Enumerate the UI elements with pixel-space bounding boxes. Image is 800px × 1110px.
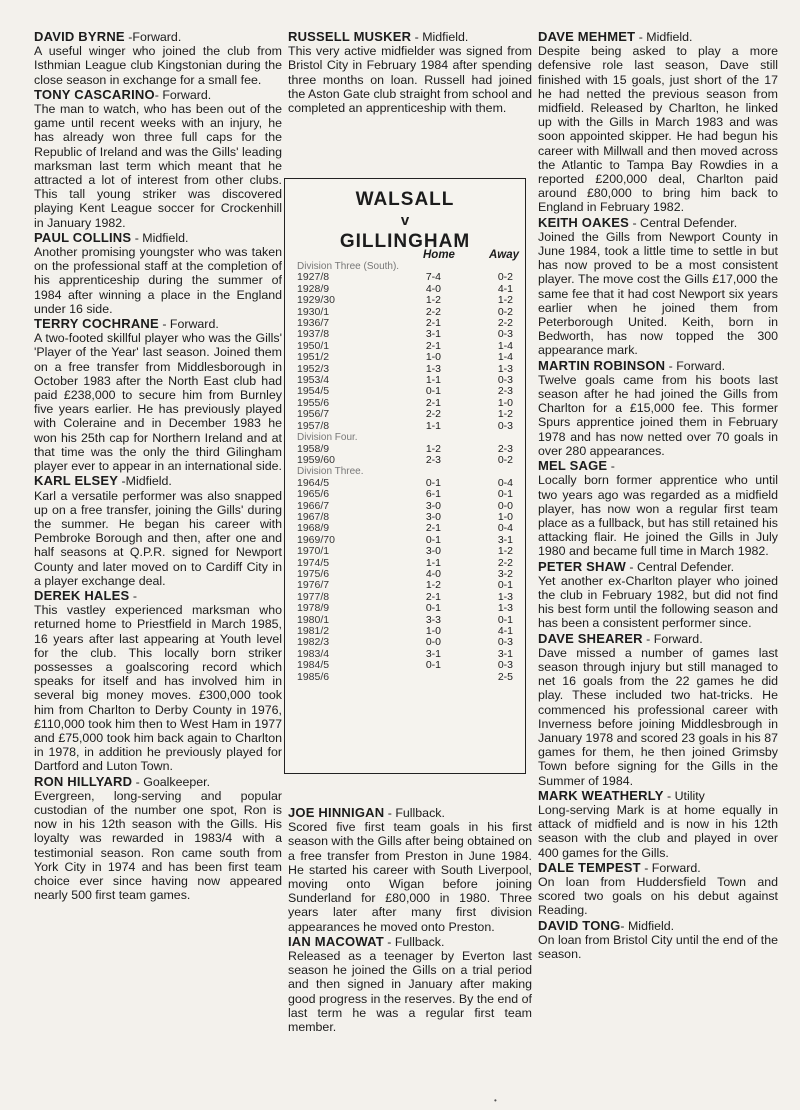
table-title-away-team: GILLINGHAM [339,231,471,252]
table-row [285,603,525,614]
player-position: - Fullback. [384,806,445,820]
season-cell: 1985/6 [297,670,330,683]
player-entry [538,216,778,358]
home-cell: 3-1 [425,647,441,660]
table-versus: v [400,212,410,229]
division-label: Division Three. [297,466,364,478]
away-cell: 1-2 [497,545,513,558]
player-entry [34,231,282,316]
home-column-header: Home [423,249,455,261]
away-cell: 0-1 [497,613,513,626]
away-cell: 4-1 [497,625,513,637]
player-bio: Released as a teenager by Everton last season he joined the Gills on a trial period and then signed in January after making good progress in the reserves. By the end of last term he was a regular first team member. [288,949,532,1035]
season-cell: 1969/70 [297,533,335,546]
page-mark: • [494,1096,497,1105]
home-cell: 2-1 [425,590,441,603]
player-entry [538,919,778,962]
season-cell: 1980/1 [297,613,330,626]
player-position: - Central Defender. [629,215,738,230]
away-cell: 0-3 [497,636,513,649]
player-position: - Midfield. [620,918,675,933]
home-cell: 2-1 [425,339,441,352]
home-cell: 4-0 [425,567,441,580]
season-cell: 1964/5 [297,476,330,489]
player-name: DAVID BYRNE [34,29,125,44]
home-cell: 1-1 [425,556,441,569]
player-position: - Forward. [642,631,703,646]
home-cell: 4-0 [425,282,441,295]
player-name: MARK WEATHERLY [538,787,664,803]
home-cell: 2-1 [425,396,441,409]
away-cell: 1-0 [497,510,513,523]
home-cell: 1-1 [425,419,441,432]
player-name: RON HILLYARD [34,773,133,789]
home-cell: 3-1 [425,328,441,341]
away-cell: 3-2 [497,567,513,580]
player-bio: A two-footed skillful player who was the Gills' 'Player of the Year' last season. Joined them on a free transfer from Middlesborough in October 1983 after the North East club had paid £238,000 to secure him from Burnley five years earlier. He has previously played with Coleraine and in December 1983 he won his 25th cap for Northern Ireland and at that time was the only the third Gilingham player ever to appear in an international side. [34,331,282,474]
player-entry [288,806,532,934]
player-name: MARTIN ROBINSON [538,357,666,373]
season-cell: 1954/5 [297,385,330,398]
season-cell: 1982/3 [297,636,330,649]
player-position: - Forward. [158,317,219,332]
home-cell: 1-3 [425,362,441,375]
player-entry [288,30,532,115]
player-bio: Despite being asked to play a more defensive role last season, Dave still finished with 15 goals, just short of the 17 he had netted the previous season from midfield. Released by Charlton, he linked up with the Gills in March 1983 and was soon appointed skipper. He had begun his career with Millwall and then moved across the Atlantic to Tampa Bay Rowdies in a reported £200,000 deal, Charlton paid around £80,000 to bring him back to England in February 1982. [538,44,778,215]
table-row [285,295,525,306]
player-name: KEITH OAKES [538,214,630,230]
away-cell: 0-4 [497,522,513,535]
away-cell: 2-2 [497,317,513,330]
player-entry [538,359,778,458]
table-row [285,660,525,671]
away-cell: 0-3 [497,374,513,387]
player-position: -Forward. [124,30,182,44]
away-cell: 0-0 [497,499,513,512]
player-entry [34,474,282,588]
away-cell: 0-4 [497,476,513,489]
column-left [34,30,282,903]
season-cell: 1975/6 [297,567,330,580]
away-cell: 0-1 [497,579,513,592]
player-bio: Joined the Gills from Newport County in June 1984, took a little time to settle in but has now proved to be a most consistent player. The move cost the Gills £17,000 the same fee that it had cost Newport six years earlier when he joined them from Peterborough United. Keith, born in Bedworth, has now topped the 300 appearance mark. [538,229,778,358]
player-name: DAVE SHEARER [538,630,643,646]
season-cell: 1950/1 [297,339,330,352]
player-entry [538,30,778,215]
home-cell: 2-3 [425,453,441,466]
home-cell: 1-2 [425,294,441,307]
season-cell: 1953/4 [297,374,330,387]
player-name: TERRY COCHRANE [34,316,159,332]
player-entry [538,459,778,558]
player-bio: On loan from Huddersfield Town and scored two goals on his debut against Reading. [538,874,778,918]
season-cell: 1936/7 [297,317,330,330]
away-cell: 1-3 [497,362,513,375]
away-cell: 2-3 [497,385,513,398]
home-cell: 1-0 [425,351,441,364]
player-name: DAVID TONG [538,917,621,933]
home-cell: 2-1 [425,317,441,330]
season-cell: 1970/1 [297,545,330,558]
away-cell: 4-1 [497,282,513,295]
season-cell: 1956/7 [297,408,330,421]
home-cell: 1-2 [425,579,441,592]
player-bio: Evergreen, long-serving and popular custodian of the number one spot, Ron is now in his 12th season with the Gills. His loyalty was rewarded in 1983/4 with a testimonial season. Ron came south from York City in 1974 and has been first team choice ever since having now appeared nearly 500 first team games. [34,788,282,903]
player-name: RUSSELL MUSKER [288,29,412,44]
away-cell: 2-3 [497,442,513,455]
player-entry [288,935,532,1034]
player-name: KARL ELSEY [34,473,119,489]
player-entry [34,317,282,473]
away-cell: 2-2 [497,556,513,569]
away-cell: 3-1 [497,533,513,546]
player-entry [34,775,282,903]
player-position: - Utility [663,788,705,803]
player-entry [538,632,778,788]
player-entry [34,30,282,87]
table-row [285,352,525,363]
season-cell: 1981/2 [297,625,330,637]
player-bio: Dave missed a number of games last season through injury but still managed to net 16 goals from the 22 games he did play. These included two hat-tricks. He commenced his professional career with Inverness before joining Middlesbrough in January 1978 and scored 23 goals in his 87 games for them, he then joined Grimsby Town before signing for the Gills in the Summer of 1984. [538,645,778,788]
season-cell: 1965/6 [297,488,330,501]
results-table [284,178,526,774]
table-body [285,261,525,683]
column-middle-top [288,30,532,116]
home-cell: 0-1 [425,533,441,546]
home-cell: 2-1 [425,522,441,535]
season-cell: 1930/1 [297,305,330,318]
home-cell: 0-0 [425,636,441,649]
player-bio: Locally born former apprentice who until two years ago was regarded as a midfield player, has now won a regular first team place as a fullback, but has still retained his attacking flair. He joined the Gills in July 1980 and became full time in March 1982. [538,473,778,559]
home-cell: 2-2 [425,408,441,421]
season-cell: 1984/5 [297,659,330,672]
home-cell: 3-3 [425,613,441,626]
player-position: - Midfield. [131,230,189,245]
home-cell: 2-2 [425,305,441,318]
division-label: Division Three (South). [297,261,400,272]
player-position: - Forward. [640,860,701,875]
home-cell: 3-0 [425,499,441,512]
player-bio: Another promising youngster who was taken on the professional staff at the completion of his apprenticeship during the summer of 1984 after winning a place in the England under 16 side. [34,245,282,316]
table-row [285,421,525,432]
away-cell: 0-3 [497,659,513,672]
table-row [285,489,525,500]
away-cell: 0-3 [497,328,513,341]
home-cell: 3-0 [425,545,441,558]
table-row [285,672,525,683]
season-cell: 1927/8 [297,271,330,284]
player-position: - [607,459,615,474]
home-cell: 1-1 [425,374,441,387]
season-cell: 1955/6 [297,396,330,409]
table-row [285,455,525,466]
away-cell: 1-3 [497,590,513,603]
home-cell [397,672,441,683]
player-entry [538,861,778,918]
table-row [285,546,525,557]
player-position: - [129,588,137,603]
season-cell: 1952/3 [297,362,330,375]
season-cell: 1957/8 [297,419,330,432]
away-cell: 0-2 [497,271,513,284]
player-name: PETER SHAW [538,558,626,574]
player-entry [538,789,778,860]
player-bio: Long-serving Mark is at home equally in attack of midfield and is now in his 12th season with the club and played in over 400 games for the Gills. [538,802,778,860]
player-bio: A useful winger who joined the club from Isthmian League club Kingstonian during the close season in exchange for a small fee. [34,44,282,87]
away-cell: 0-1 [497,488,513,501]
player-bio: Karl a versatile performer was also snapped up on a free transfer, joining the Gills' during the summer. He began his career with Pembroke Borough and then, after one and half seasons at Q.P.R. signed for Newport County and later moved on to Cardiff City in a player exchange deal. [34,488,282,588]
away-column-header: Away [488,249,519,261]
home-cell: 7-4 [425,271,441,284]
player-bio: Twelve goals came from his boots last season after he had joined the Gills from Charlton for a £15,000 fee. This former Spurs apprentice joined them in February 1978 and has now netted over 70 goals in over 280 appearances. [538,372,778,458]
home-cell: 1-0 [425,625,441,637]
player-position: - Forward. [665,358,726,373]
player-entry [538,560,778,631]
season-cell: 1959/60 [297,453,335,466]
player-name: PAUL COLLINS [34,229,132,245]
player-position: -Midfield. [118,474,172,489]
season-cell: 1968/9 [297,522,330,535]
player-bio: Scored five first team goals in his first season with the Gills after being obtained on a free transfer from Preston in June 1984. He started his career with South Liverpool, moving onto Wigan before joining Sunderland for £80,000 in 1980. Three years later after many first division appearances he moved onto Preston. [288,820,532,934]
season-cell: 1974/5 [297,556,330,569]
home-cell: 6-1 [425,488,441,501]
season-cell: 1978/9 [297,602,330,615]
season-cell: 1958/9 [297,442,330,455]
player-name: DALE TEMPEST [538,859,641,875]
home-cell: 0-1 [425,659,441,672]
home-cell: 1-2 [425,442,441,455]
away-cell: 1-2 [497,294,513,307]
away-cell: 3-1 [497,647,513,660]
home-cell: 0-1 [425,476,441,489]
player-position: - Fullback. [383,934,445,949]
player-bio: This very active midfielder was signed from Bristol City in February 1984 after spending three months on loan. Russell had joined the Aston Gate club straight from school and completed an apprenticeship with them. [288,44,532,116]
player-position: - Forward. [154,87,212,102]
column-right [538,30,778,962]
player-name: DEREK HALES [34,587,130,603]
player-bio: On loan from Bristol City until the end of the season. [538,932,778,961]
home-cell: 0-1 [425,385,441,398]
season-cell: 1937/8 [297,328,330,341]
table-row [285,409,525,420]
season-cell: 1966/7 [297,499,330,512]
player-position: - Midfield. [411,30,469,44]
player-bio: The man to watch, who has been out of the game until recent weeks with an injury, he has already won three full caps for the Republic of Ireland and was the Gills' leading marksman last term which meant that he attracted a lot of interest from other clubs. This tall young striker was discovered playing Kent League soccer for Crockenhill in January 1982. [34,102,282,230]
away-cell: 1-4 [497,339,513,352]
player-name: IAN MACOWAT [288,933,384,949]
home-cell: 3-0 [425,510,441,523]
player-position: - Central Defender. [625,559,735,574]
away-cell: 0-2 [497,305,513,318]
player-position: - Midfield. [635,30,693,44]
away-cell: 2-5 [497,670,513,683]
away-cell: 1-3 [497,602,513,615]
away-cell: 0-3 [497,419,513,432]
player-name: DAVE MEHMET [538,29,636,44]
season-cell: 1977/8 [297,590,330,603]
player-bio: This vastley experienced marksman who returned home to Priestfield in March 1985, 16 years after last appearing at Youth level for the club. This locally born striker possesses a goalscoring record which speaks for itself and has involved him in several big money moves. £300,000 took him from Charlton to Derby County in 1976, £110,000 took him then to West Ham in 1977 and £75,000 took him back again to Charlton in 1978, in addition he previously played for Dartford and Luton Town. [34,603,282,774]
away-cell: 1-2 [497,408,513,421]
player-entry [34,88,282,230]
table-title-home-team: WALSALL [355,189,455,210]
column-middle-bottom [288,806,532,1035]
season-cell: 1967/8 [297,510,330,523]
season-cell: 1928/9 [297,282,330,295]
away-cell: 1-0 [497,396,513,409]
player-position: - Goalkeeper. [132,774,211,789]
season-cell: 1976/7 [297,579,330,592]
player-name: MEL SAGE [538,458,608,474]
season-cell: 1951/2 [297,351,330,364]
away-cell: 1-4 [497,351,513,364]
division-label: Division Four. [297,432,358,444]
player-name: TONY CASCARINO [34,86,155,102]
player-name: JOE HINNIGAN [288,805,385,820]
season-cell: 1983/4 [297,647,330,660]
home-cell: 0-1 [425,602,441,615]
player-bio: Yet another ex-Charlton player who joined the club in February 1982, but did not find his best form until the following season and has been a consistent performer since. [538,573,778,631]
away-cell: 0-2 [497,453,513,466]
player-entry [34,589,282,774]
season-cell: 1929/30 [297,294,335,307]
